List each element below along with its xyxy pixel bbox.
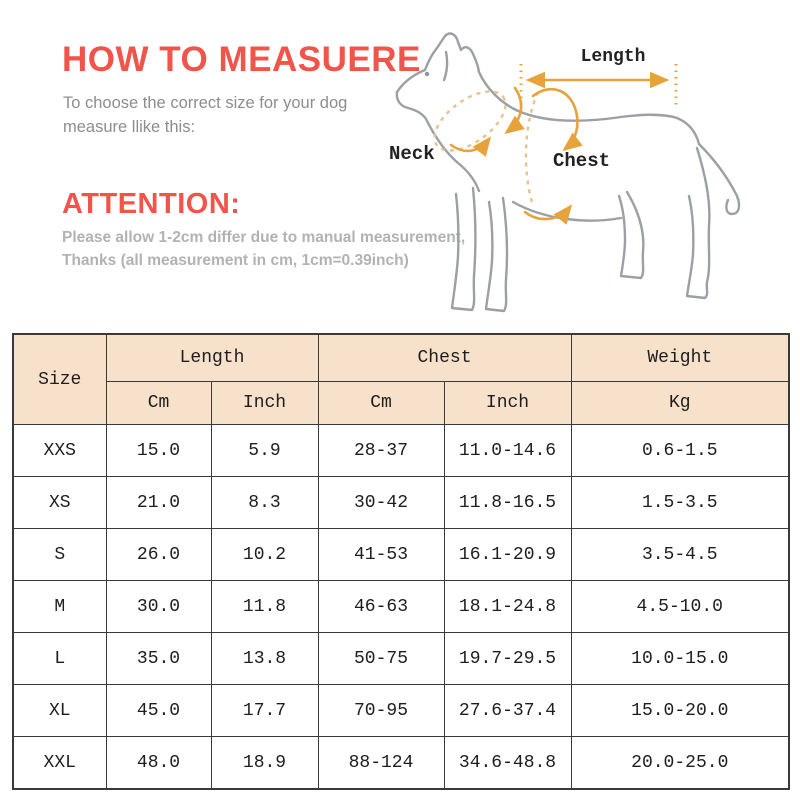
length-arrow (521, 64, 676, 106)
value-cell: 20.0-25.0 (571, 737, 789, 790)
table-row (13, 737, 789, 790)
subheader-cell: Inch (211, 382, 318, 425)
neck-measure-ellipse (424, 80, 521, 162)
value-cell: 30.0 (106, 581, 211, 633)
value-cell: 30-42 (318, 477, 444, 529)
table-row (13, 477, 789, 529)
value-cell: 10.2 (211, 529, 318, 581)
value-cell: 10.0-15.0 (571, 633, 789, 685)
value-cell: 45.0 (106, 685, 211, 737)
value-cell: 4.5-10.0 (571, 581, 789, 633)
value-cell: 13.8 (211, 633, 318, 685)
size-cell: XXS (13, 425, 106, 477)
table-row (13, 685, 789, 737)
table-row (13, 581, 789, 633)
size-cell: L (13, 633, 106, 685)
table-subheader-row (13, 382, 789, 425)
value-cell: 11.0-14.6 (444, 425, 571, 477)
dog-measure-diagram (375, 28, 795, 333)
page-title: HOW TO MEASUERE (62, 40, 421, 79)
table-row (13, 529, 789, 581)
value-cell: 88-124 (318, 737, 444, 790)
neck-label: Neck (389, 143, 435, 165)
subheader-cell: Cm (106, 382, 211, 425)
col-header-weight: Weight (571, 334, 789, 382)
value-cell: 0.6-1.5 (571, 425, 789, 477)
howto-subtitle-line2: measure llike this: (63, 117, 196, 136)
size-cell: M (13, 581, 106, 633)
value-cell: 8.3 (211, 477, 318, 529)
value-cell: 41-53 (318, 529, 444, 581)
subheader-cell: Kg (571, 382, 789, 425)
value-cell: 50-75 (318, 633, 444, 685)
howto-subtitle-line1: To choose the correct size for your dog (63, 94, 348, 112)
size-cell: XXL (13, 737, 106, 790)
dog-outline-drawing (397, 34, 739, 311)
value-cell: 3.5-4.5 (571, 529, 789, 581)
value-cell: 34.6-48.8 (444, 737, 571, 790)
col-header-chest: Chest (318, 334, 571, 382)
length-label: Length (580, 47, 646, 67)
value-cell: 1.5-3.5 (571, 477, 789, 529)
size-table (12, 333, 790, 790)
value-cell: 21.0 (106, 477, 211, 529)
size-cell: S (13, 529, 106, 581)
chest-label: Chest (553, 150, 611, 172)
dog-eye (425, 72, 429, 76)
attention-line2: Thanks (all measurement in cm, 1cm=0.39inch) (62, 252, 409, 270)
value-cell: 26.0 (106, 529, 211, 581)
value-cell: 18.1-24.8 (444, 581, 571, 633)
value-cell: 16.1-20.9 (444, 529, 571, 581)
table-row (13, 425, 789, 477)
attention-line1: Please allow 1-2cm differ due to manual measurement, (62, 229, 466, 246)
table-row (13, 633, 789, 685)
value-cell: 27.6-37.4 (444, 685, 571, 737)
value-cell: 15.0 (106, 425, 211, 477)
value-cell: 5.9 (211, 425, 318, 477)
subheader-cell: Cm (318, 382, 444, 425)
value-cell: 11.8 (211, 581, 318, 633)
size-cell: XS (13, 477, 106, 529)
value-cell: 18.9 (211, 737, 318, 790)
howto-subtitle (63, 92, 347, 140)
subheader-cell: Inch (444, 382, 571, 425)
value-cell: 35.0 (106, 633, 211, 685)
size-cell: XL (13, 685, 106, 737)
table-group-header-row (13, 334, 789, 382)
value-cell: 46-63 (318, 581, 444, 633)
value-cell: 28-37 (318, 425, 444, 477)
col-header-size: Size (13, 334, 106, 425)
value-cell: 70-95 (318, 685, 444, 737)
col-header-length: Length (106, 334, 318, 382)
value-cell: 11.8-16.5 (444, 477, 571, 529)
value-cell: 19.7-29.5 (444, 633, 571, 685)
attention-title: ATTENTION: (62, 188, 241, 220)
value-cell: 15.0-20.0 (571, 685, 789, 737)
value-cell: 17.7 (211, 685, 318, 737)
value-cell: 48.0 (106, 737, 211, 790)
